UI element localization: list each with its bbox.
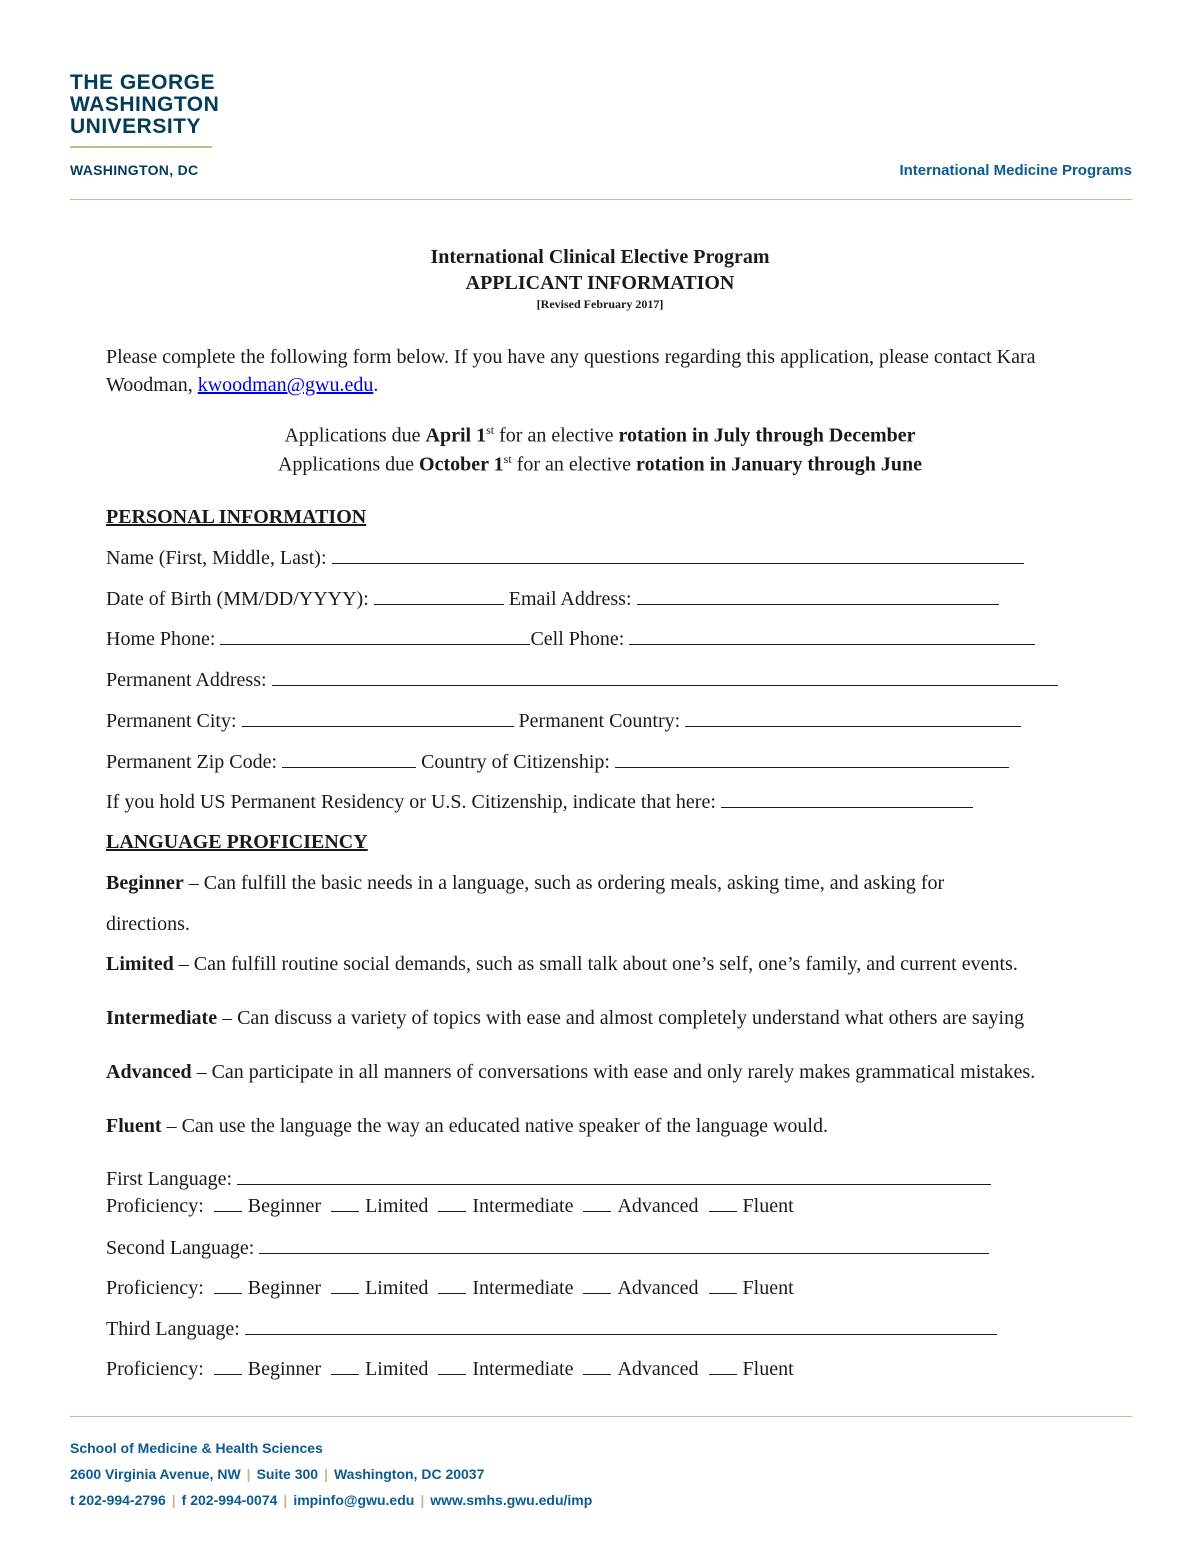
header-rule xyxy=(70,199,1132,200)
citizenship-field[interactable] xyxy=(615,751,1009,768)
advanced-desc: – Can participate in all manners of conversations with ease and only rarely makes grammatical mistakes. xyxy=(191,1061,1036,1083)
level-limited: Limited xyxy=(365,1277,429,1299)
revision-date: [Revised February 2017] xyxy=(536,297,664,311)
phone-row xyxy=(106,628,1035,651)
dob-field[interactable] xyxy=(374,588,504,605)
limited-blank[interactable] xyxy=(331,1358,359,1375)
proficiency-label: Proficiency: xyxy=(106,1195,204,1217)
footer-website[interactable]: www.smhs.gwu.edu/imp xyxy=(430,1492,593,1508)
address-label: Permanent Address: xyxy=(106,669,267,691)
level-beginner: Beginner xyxy=(247,1358,322,1380)
advanced-blank[interactable] xyxy=(583,1358,611,1375)
logo-divider xyxy=(70,146,212,148)
program-label: International Medicine Programs xyxy=(899,162,1132,179)
due-2-pre: Applications due xyxy=(277,453,420,476)
advanced-term: Advanced xyxy=(106,1061,192,1083)
beginner-term: Beginner xyxy=(106,872,184,894)
footer-suite: Suite 300 xyxy=(256,1466,319,1482)
email-label: Email Address: xyxy=(508,588,632,610)
footer-email[interactable]: impinfo@gwu.edu xyxy=(293,1492,415,1508)
contact-email-link[interactable]: kwoodman@gwu.edu xyxy=(197,374,374,396)
third-language-field[interactable] xyxy=(245,1318,997,1335)
cell-phone-label: Cell Phone: xyxy=(530,628,625,650)
intermediate-term: Intermediate xyxy=(106,1007,218,1029)
footer-contact: t 202-994-2796 | f 202-994-0074 | impinfo@gwu.edu | www.smhs.gwu.edu/imp xyxy=(70,1492,593,1508)
proficiency-label: Proficiency: xyxy=(106,1358,204,1380)
city-field[interactable] xyxy=(242,710,514,727)
limited-definition xyxy=(106,951,1106,978)
zip-field[interactable] xyxy=(282,751,416,768)
beginner-definition-cont xyxy=(106,911,1106,938)
logo-line-3: UNIVERSITY xyxy=(70,115,202,138)
due-1-mid: for an elective xyxy=(494,424,619,447)
intermediate-blank[interactable] xyxy=(438,1277,466,1294)
level-advanced: Advanced xyxy=(617,1195,699,1217)
footer-fax: f 202-994-0074 xyxy=(181,1492,278,1508)
intermediate-definition xyxy=(106,1005,1106,1032)
intermediate-blank[interactable] xyxy=(438,1358,466,1375)
beginner-blank[interactable] xyxy=(214,1358,242,1375)
level-fluent: Fluent xyxy=(742,1358,794,1380)
citizenship-label: Country of Citizenship: xyxy=(421,751,610,773)
fluent-term: Fluent xyxy=(106,1115,162,1137)
level-beginner: Beginner xyxy=(247,1195,322,1217)
title-line-2: APPLICANT INFORMATION xyxy=(465,272,735,294)
residency-row xyxy=(106,791,973,814)
country-label: Permanent Country: xyxy=(518,710,681,732)
cell-phone-field[interactable] xyxy=(629,628,1035,645)
document-title xyxy=(0,244,1200,312)
address-row xyxy=(106,669,1058,692)
second-language-field[interactable] xyxy=(259,1237,989,1254)
name-field[interactable] xyxy=(332,547,1024,564)
due-2-date: October 1 xyxy=(419,453,504,476)
level-beginner: Beginner xyxy=(247,1277,322,1299)
level-advanced: Advanced xyxy=(617,1277,699,1299)
level-intermediate: Intermediate xyxy=(472,1358,574,1380)
country-field[interactable] xyxy=(685,710,1021,727)
intermediate-blank[interactable] xyxy=(438,1195,466,1212)
dob-email-row xyxy=(106,588,999,611)
logo-line-2: WASHINGTON xyxy=(70,93,220,116)
name-row xyxy=(106,547,1024,570)
residency-field[interactable] xyxy=(721,791,973,808)
proficiency-label: Proficiency: xyxy=(106,1277,204,1299)
residency-label: If you hold US Permanent Residency or U.S. Citizenship, indicate that here: xyxy=(106,791,716,813)
due-line-2 xyxy=(0,452,1200,477)
first-language-row xyxy=(106,1168,991,1191)
personal-heading: PERSONAL INFORMATION xyxy=(106,506,367,528)
title-line-1: International Clinical Elective Program xyxy=(430,246,770,268)
city-country-row xyxy=(106,710,1021,733)
fluent-definition xyxy=(106,1113,1106,1140)
email-field[interactable] xyxy=(637,588,999,605)
home-phone-field[interactable] xyxy=(220,628,530,645)
level-advanced: Advanced xyxy=(617,1358,699,1380)
zip-label: Permanent Zip Code: xyxy=(106,751,278,773)
due-line-1 xyxy=(0,423,1200,448)
logo-line-4: WASHINGTON, DC xyxy=(70,162,199,178)
city-label: Permanent City: xyxy=(106,710,237,732)
beginner-desc-2: directions. xyxy=(106,913,190,935)
zip-citizenship-row xyxy=(106,751,1009,774)
intro-text: Please complete the following form below. If you have any questions regarding this application, please contact Kara Woodman, xyxy=(106,346,1036,396)
logo-line-1: THE GEORGE xyxy=(70,71,216,94)
footer-rule xyxy=(70,1416,1132,1417)
advanced-blank[interactable] xyxy=(583,1277,611,1294)
beginner-definition xyxy=(106,870,1106,897)
advanced-blank[interactable] xyxy=(583,1195,611,1212)
level-limited: Limited xyxy=(365,1358,429,1380)
level-fluent: Fluent xyxy=(742,1195,794,1217)
footer-city: Washington, DC 20037 xyxy=(333,1466,485,1482)
fluent-blank[interactable] xyxy=(709,1358,737,1375)
limited-desc: – Can fulfill routine social demands, such as small talk about one’s self, one’s family, and current events. xyxy=(173,953,1018,975)
first-proficiency-row xyxy=(106,1195,794,1218)
third-language-row xyxy=(106,1318,997,1341)
second-language-row xyxy=(106,1237,989,1260)
beginner-blank[interactable] xyxy=(214,1277,242,1294)
level-limited: Limited xyxy=(365,1195,429,1217)
limited-blank[interactable] xyxy=(331,1195,359,1212)
due-1-period: rotation in July through December xyxy=(618,424,916,447)
address-field[interactable] xyxy=(272,669,1058,686)
level-fluent: Fluent xyxy=(742,1277,794,1299)
limited-term: Limited xyxy=(106,953,174,975)
second-language-label: Second Language: xyxy=(106,1237,255,1259)
first-language-field[interactable] xyxy=(237,1168,991,1185)
language-heading: LANGUAGE PROFICIENCY xyxy=(106,831,368,853)
level-intermediate: Intermediate xyxy=(472,1195,574,1217)
due-1-sup: st xyxy=(486,423,495,437)
footer-street: 2600 Virginia Avenue, NW xyxy=(70,1466,241,1482)
beginner-desc: – Can fulfill the basic needs in a language, such as ordering meals, asking time, and asking for xyxy=(183,872,945,894)
fluent-desc: – Can use the language the way an educated native speaker of the language would. xyxy=(161,1115,828,1137)
footer-school: School of Medicine & Health Sciences xyxy=(70,1440,323,1456)
due-1-pre: Applications due xyxy=(284,424,426,447)
gwu-logo xyxy=(70,72,219,178)
due-2-mid: for an elective xyxy=(511,453,637,476)
footer-address: 2600 Virginia Avenue, NW | Suite 300 | Washington, DC 20037 xyxy=(70,1466,485,1482)
due-2-period: rotation in January through June xyxy=(636,453,923,476)
due-2-sup: st xyxy=(503,452,512,466)
name-label: Name (First, Middle, Last): xyxy=(106,547,327,569)
due-1-date: April 1 xyxy=(425,424,487,447)
beginner-blank[interactable] xyxy=(214,1195,242,1212)
intermediate-desc: – Can discuss a variety of topics with ease and almost completely understand what others are saying xyxy=(217,1007,1025,1029)
home-phone-label: Home Phone: xyxy=(106,628,216,650)
third-proficiency-row xyxy=(106,1358,794,1381)
level-intermediate: Intermediate xyxy=(472,1277,574,1299)
footer-phone: t 202-994-2796 xyxy=(70,1492,166,1508)
third-language-label: Third Language: xyxy=(106,1318,240,1340)
dob-label: Date of Birth (MM/DD/YYYY): xyxy=(106,588,369,610)
advanced-definition xyxy=(106,1059,1106,1086)
fluent-blank[interactable] xyxy=(709,1277,737,1294)
fluent-blank[interactable] xyxy=(709,1195,737,1212)
intro-end: . xyxy=(373,374,379,396)
first-language-label: First Language: xyxy=(106,1168,233,1190)
intro-paragraph xyxy=(106,343,1106,399)
limited-blank[interactable] xyxy=(331,1277,359,1294)
second-proficiency-row xyxy=(106,1277,794,1300)
